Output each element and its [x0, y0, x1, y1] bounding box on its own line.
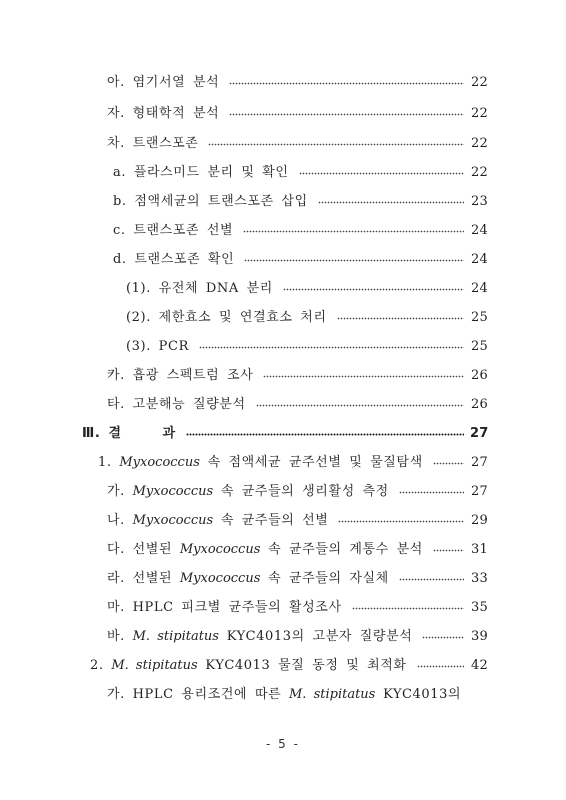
toc-label-segment: 가. [107, 484, 133, 499]
toc-entry[interactable] [107, 73, 488, 93]
toc-entry-label [98, 453, 423, 473]
toc-entry-label [107, 73, 219, 93]
toc-entry-label [107, 598, 342, 618]
toc-label-segment: 1. [98, 455, 120, 470]
toc-leader-dots [433, 549, 464, 552]
toc-leader-dots [208, 143, 464, 146]
toc-entry-page: 39 [471, 629, 488, 644]
toc-leader-dots [422, 636, 464, 639]
toc-entry[interactable] [107, 598, 488, 618]
toc-label-segment: 타. 고분해능 질량분석 [107, 397, 246, 412]
toc-entry[interactable] [107, 395, 488, 415]
toc-entry-label [107, 366, 253, 386]
toc-leader-dots [229, 113, 464, 116]
toc-leader-dots [244, 259, 464, 262]
toc-entry-label [90, 656, 407, 676]
toc-label-segment: 다. 선별된 [107, 542, 180, 557]
toc-entry[interactable] [107, 104, 488, 124]
toc-label-italic-segment: Myxococcus [179, 542, 261, 557]
toc-label-segment: 자. 형태학적 분석 [107, 106, 220, 121]
toc-entry-page: 35 [471, 600, 488, 615]
toc-entry-label [107, 569, 389, 589]
toc-entry-page: 24 [471, 281, 488, 296]
toc-label-segment: Ⅲ. 결 과 [82, 426, 176, 441]
toc-entry[interactable] [107, 627, 488, 647]
toc-entry[interactable] [107, 540, 488, 560]
toc-entry-label [107, 482, 389, 502]
toc-entry[interactable] [107, 511, 488, 531]
toc-entry-label [113, 163, 289, 183]
toc-entry-page: 22 [471, 165, 488, 180]
toc-entry-page: 27 [471, 484, 488, 499]
toc-entry-label [107, 685, 461, 705]
toc-entry[interactable] [113, 163, 488, 183]
toc-leader-dots [186, 433, 464, 436]
toc-label-segment: 속 점액세균 균주선별 및 물질탐색 [199, 455, 423, 470]
toc-label-segment: KYC4013의 고분자 질량분석 [218, 629, 413, 644]
toc-entry-page: 22 [471, 136, 488, 151]
toc-leader-dots [229, 82, 464, 85]
toc-label-segment: KYC4013의 [375, 687, 462, 702]
toc-entry-continued[interactable] [107, 685, 461, 705]
toc-label-segment: 라. 선별된 [107, 571, 180, 586]
toc-leader-dots [352, 607, 464, 610]
toc-chapter-entry[interactable] [82, 424, 488, 444]
toc-label-segment: 속 균주들의 자실체 [260, 571, 389, 586]
toc-label-segment: KYC4013 물질 동정 및 최적화 [197, 658, 407, 673]
toc-leader-dots [399, 491, 464, 494]
toc-entry-page: 42 [471, 658, 488, 673]
toc-entry-page: 26 [471, 397, 488, 412]
toc-label-italic-segment: Myxococcus [119, 455, 200, 470]
toc-entry-label [113, 250, 234, 270]
toc-label-italic-segment: M. stipitatus [289, 687, 376, 702]
toc-label-segment: (3). PCR [126, 339, 189, 354]
toc-entry[interactable] [90, 656, 488, 676]
toc-entry-label [107, 511, 328, 531]
toc-entry[interactable] [126, 308, 488, 328]
toc-label-segment: 아. 염기서열 분석 [107, 75, 220, 90]
toc-entry-page: 29 [471, 513, 488, 528]
toc-label-segment: 차. 트랜스포존 [107, 136, 199, 151]
toc-entry-label [82, 424, 176, 444]
toc-label-italic-segment: Myxococcus [179, 571, 261, 586]
toc-entry[interactable] [113, 192, 488, 212]
toc-leader-dots [399, 578, 464, 581]
toc-label-segment: 나. [107, 513, 133, 528]
toc-entry-page: 31 [471, 542, 488, 557]
toc-entry-label [107, 627, 412, 647]
toc-label-italic-segment: M. stipitatus [111, 658, 198, 673]
toc-label-segment: 카. 흡광 스펙트럼 조사 [107, 368, 254, 383]
toc-label-segment: 속 균주들의 생리활성 측정 [213, 484, 389, 499]
toc-leader-dots [433, 462, 464, 465]
toc-label-italic-segment: Myxococcus [132, 484, 214, 499]
toc-label-segment: a. 플라스미드 분리 및 확인 [113, 165, 289, 180]
toc-entry-page: 26 [471, 368, 488, 383]
toc-entry[interactable] [107, 482, 488, 502]
toc-leader-dots [199, 346, 464, 349]
toc-entry-label [126, 308, 327, 328]
toc-entry-page: 22 [471, 106, 488, 121]
toc-label-italic-segment: Myxococcus [132, 513, 214, 528]
toc-entry-page: 23 [471, 194, 488, 209]
toc-entry-label [107, 104, 219, 124]
toc-leader-dots [337, 317, 464, 320]
toc-label-segment: 마. HPLC 피크별 균주들의 활성조사 [107, 600, 342, 615]
toc-entry[interactable] [107, 366, 488, 386]
toc-entry-label [113, 192, 308, 212]
toc-label-segment: c. 트랜스포존 선별 [113, 223, 234, 238]
toc-label-segment: (1). 유전체 DNA 분리 [126, 281, 273, 296]
toc-leader-dots [338, 520, 464, 523]
toc-label-segment: 바. [107, 629, 133, 644]
toc-leader-dots [283, 288, 464, 291]
toc-leader-dots [263, 375, 464, 378]
toc-entry-page: 27 [470, 426, 489, 441]
toc-label-segment: 2. [90, 658, 112, 673]
toc-label-segment: (2). 제한효소 및 연결효소 처리 [126, 310, 327, 325]
toc-entry-label [126, 279, 273, 299]
toc-entry-label [107, 134, 198, 154]
toc-entry-label [107, 395, 246, 415]
toc-entry-label [126, 337, 189, 357]
toc-entry-label [107, 540, 423, 560]
toc-entry-page: 25 [471, 339, 488, 354]
toc-entry-page: 22 [471, 75, 488, 90]
toc-entry-page: 27 [471, 455, 488, 470]
toc-label-segment: 가. HPLC 용리조건에 따른 [107, 687, 289, 702]
toc-label-italic-segment: M. stipitatus [132, 629, 219, 644]
toc-label-segment: 속 균주들의 선별 [213, 513, 329, 528]
toc-entry[interactable] [126, 279, 488, 299]
toc-entry[interactable] [107, 134, 488, 154]
toc-leader-dots [256, 404, 464, 407]
toc-entry[interactable] [98, 453, 488, 473]
toc-entry-page: 24 [471, 223, 488, 238]
toc-entry-page: 25 [471, 310, 488, 325]
toc-leader-dots [243, 230, 464, 233]
toc-leader-dots [318, 201, 464, 204]
toc-entry[interactable] [107, 569, 488, 589]
toc-entry[interactable] [113, 221, 488, 241]
page-number: - 5 - [266, 737, 300, 751]
toc-entry-label [113, 221, 233, 241]
toc-label-segment: 속 균주들의 계통수 분석 [260, 542, 423, 557]
toc-label-segment: d. 트랜스포존 확인 [113, 252, 235, 267]
toc-entry[interactable] [113, 250, 488, 270]
toc-entry-page: 33 [471, 571, 488, 586]
toc-entry[interactable] [126, 337, 488, 357]
toc-label-segment: b. 점액세균의 트랜스포존 삽입 [113, 194, 308, 209]
toc-leader-dots [299, 172, 464, 175]
toc-entry-page: 24 [471, 252, 488, 267]
toc-leader-dots [417, 665, 464, 668]
